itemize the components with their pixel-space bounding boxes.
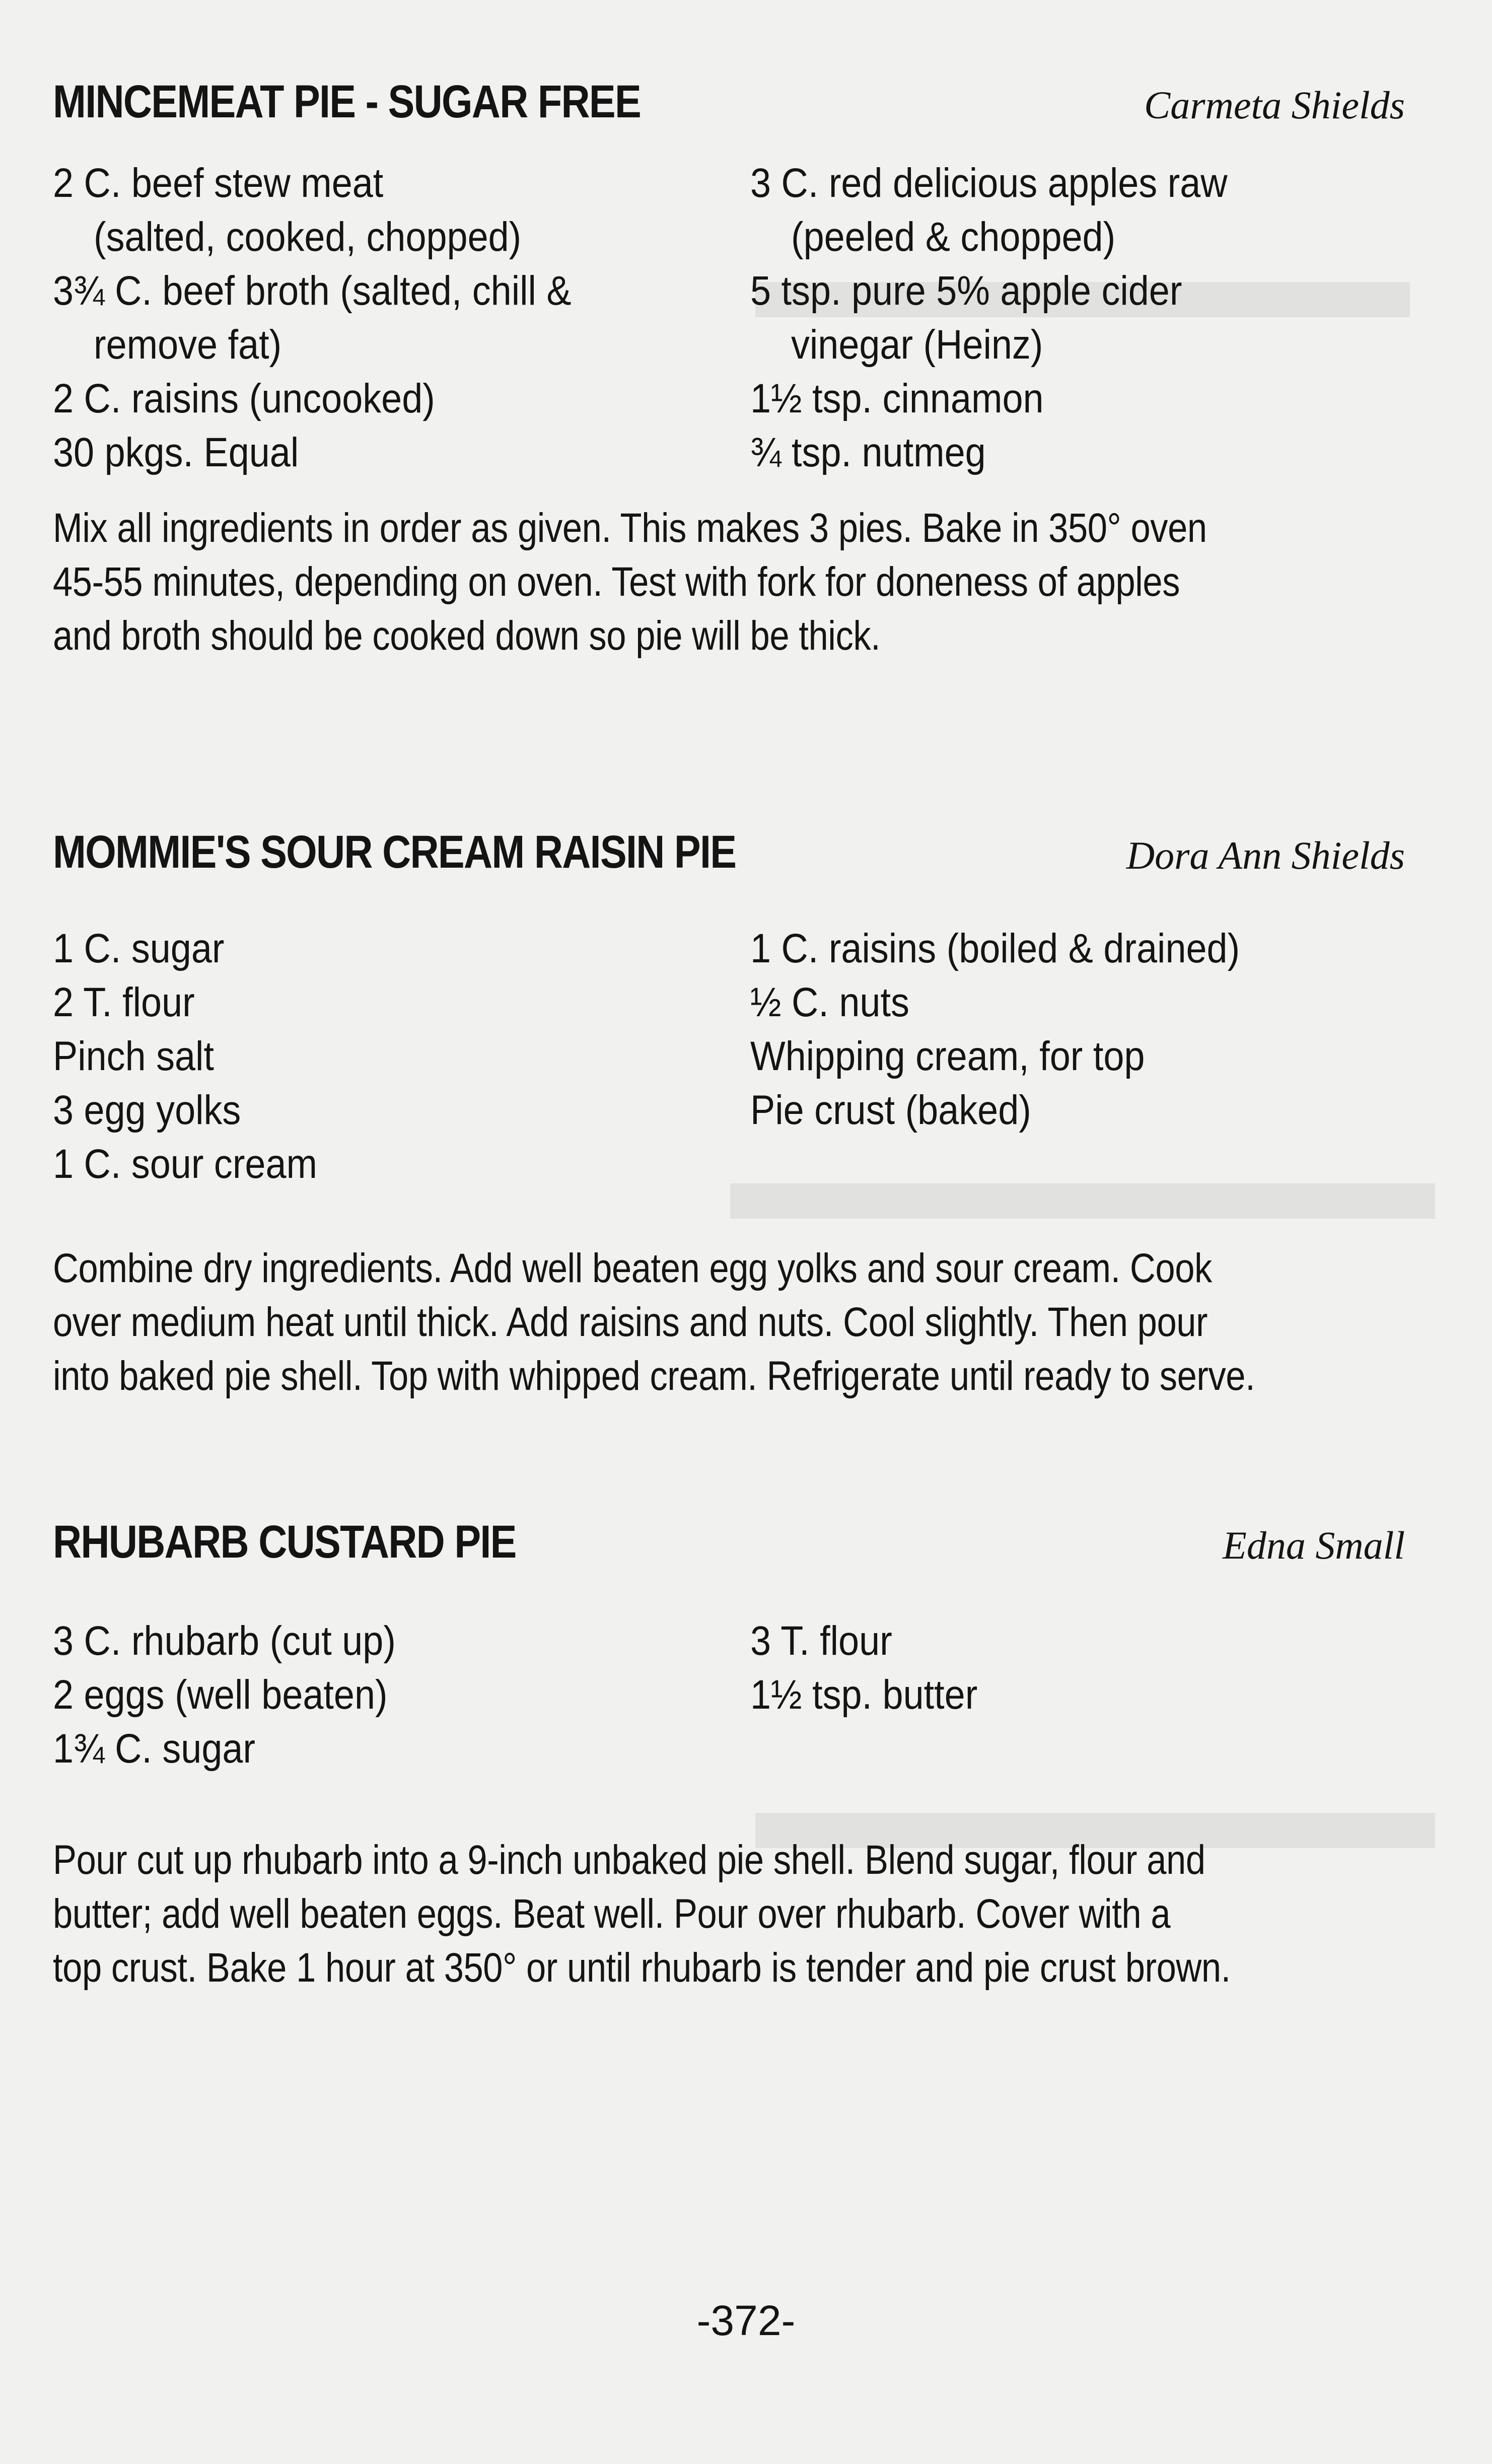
ingredient-line: 1½ tsp. butter — [750, 1672, 978, 1718]
recipe-author: Edna Small — [1223, 1523, 1405, 1567]
directions-line: and broth should be cooked down so pie will be thick. — [53, 613, 881, 659]
ingredients-right-column — [750, 922, 1405, 1137]
ingredient-line: 2 C. raisins (uncooked) — [53, 376, 435, 421]
recipe-header — [53, 76, 1405, 136]
ingredient-line: 3¾ C. beef broth (salted, chill & — [53, 268, 572, 314]
recipe-title: RHUBARB CUSTARD PIE — [53, 1516, 516, 1568]
directions-line: top crust. Bake 1 hour at 350° or until rhubarb is tender and pie crust brown. — [53, 1945, 1231, 1991]
recipe-header — [53, 826, 1405, 886]
directions-line: Mix all ingredients in order as given. This makes 3 pies. Bake in 350° oven — [53, 505, 1207, 551]
directions-line: Pour cut up rhubarb into a 9-inch unbaked pie shell. Blend sugar, flour and — [53, 1837, 1205, 1883]
ingredient-line: 2 C. beef stew meat — [53, 160, 384, 206]
ingredients-list — [53, 1614, 1405, 1780]
recipe-directions — [53, 1833, 1405, 1995]
ingredients-left-column — [53, 1614, 738, 1776]
ingredient-line: 5 tsp. pure 5% apple cider — [750, 268, 1182, 314]
recipe-directions — [53, 501, 1405, 663]
ingredient-line: ½ C. nuts — [750, 979, 909, 1025]
ingredients-right-column — [750, 1614, 1405, 1722]
ingredient-line: 3 T. flour — [750, 1618, 892, 1664]
ingredient-line: 30 pkgs. Equal — [53, 430, 299, 475]
recipe-author: Dora Ann Shields — [1126, 833, 1405, 877]
ingredient-line: (salted, cooked, chopped) — [94, 214, 522, 260]
ingredient-line: 2 eggs (well beaten) — [53, 1672, 388, 1718]
recipe-title: MOMMIE'S SOUR CREAM RAISIN PIE — [53, 826, 736, 878]
ingredient-line: Pie crust (baked) — [750, 1087, 1031, 1133]
ingredient-line: 1 C. sour cream — [53, 1141, 317, 1187]
ingredient-line: 3 egg yolks — [53, 1087, 241, 1133]
recipe-author: Carmeta Shields — [1144, 83, 1405, 127]
recipe-mincemeat-pie — [53, 76, 1405, 659]
directions-line: into baked pie shell. Top with whipped cream. Refrigerate until ready to serve. — [53, 1353, 1255, 1399]
recipe-rhubarb-custard-pie — [53, 1516, 1405, 1991]
directions-line: Combine dry ingredients. Add well beaten egg yolks and sour cream. Cook — [53, 1245, 1212, 1291]
recipe-directions — [53, 1241, 1405, 1403]
ingredients-list — [53, 156, 1405, 483]
ingredient-line: Whipping cream, for top — [750, 1033, 1145, 1079]
recipe-header — [53, 1516, 1405, 1576]
ingredient-line: (peeled & chopped) — [791, 214, 1116, 260]
page-number: -372- — [696, 2297, 796, 2344]
ingredient-line: 1 C. sugar — [53, 926, 225, 971]
ingredient-line: Pinch salt — [53, 1033, 214, 1079]
ingredient-line: 2 T. flour — [53, 979, 195, 1025]
directions-line: over medium heat until thick. Add raisins and nuts. Cool slightly. Then pour — [53, 1299, 1208, 1345]
directions-line: butter; add well beaten eggs. Beat well. Pour over rhubarb. Cover with a — [53, 1891, 1171, 1937]
ingredient-line: 1½ tsp. cinnamon — [750, 376, 1044, 421]
recipe-title: MINCEMEAT PIE - SUGAR FREE — [53, 76, 641, 127]
ingredient-line: 1 C. raisins (boiled & drained) — [750, 926, 1240, 971]
ingredients-list — [53, 922, 1405, 1193]
ingredients-right-column — [750, 156, 1405, 479]
directions-line: 45-55 minutes, depending on oven. Test with fork for doneness of apples — [53, 559, 1180, 605]
ingredients-left-column — [53, 156, 738, 479]
ingredient-line: 1¾ C. sugar — [53, 1726, 256, 1772]
ingredient-line: remove fat) — [94, 322, 282, 368]
ingredients-left-column — [53, 922, 738, 1191]
ingredient-line: ¾ tsp. nutmeg — [750, 430, 986, 475]
recipe-sour-cream-raisin-pie — [53, 826, 1405, 1399]
ingredient-line: vinegar (Heinz) — [791, 322, 1043, 368]
ingredient-line: 3 C. red delicious apples raw — [750, 160, 1228, 206]
ingredient-line: 3 C. rhubarb (cut up) — [53, 1618, 396, 1664]
